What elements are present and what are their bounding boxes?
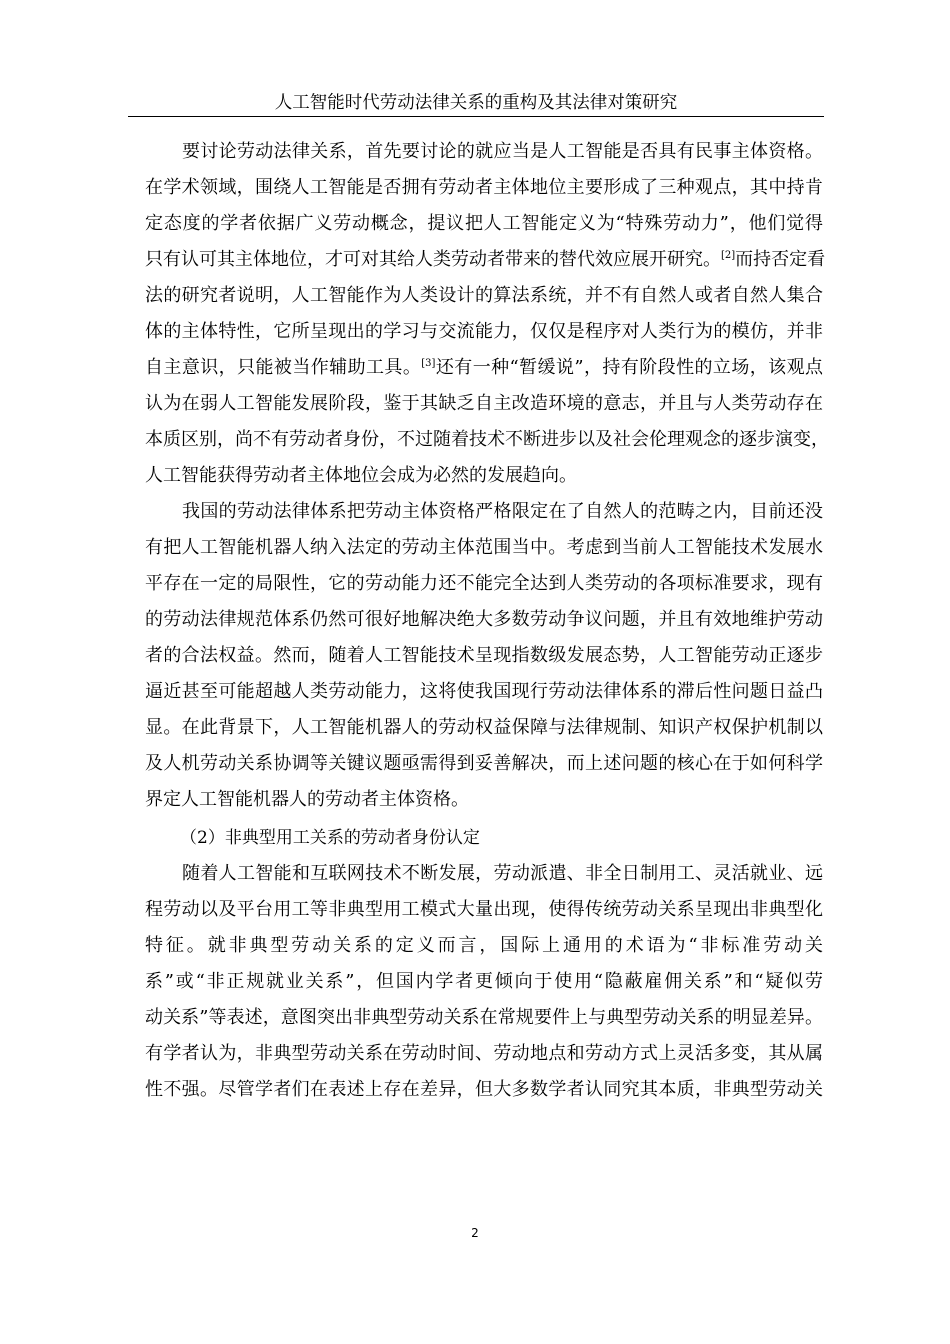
text-line-with-citation: [145, 248, 826, 272]
text-line: 程劳动以及平台用工等非典型用工模式大量出现，使得传统劳动关系呈现出非典型化: [145, 899, 823, 920]
text-line: 显。在此背景下，人工智能机器人的劳动权益保障与法律规制、知识产权保护机制以: [145, 717, 823, 738]
text-line: 法的研究者说明，人工智能作为人类设计的算法系统，并不有自然人或者自然人集合: [145, 285, 823, 306]
section-subheading: （2）非典型用工关系的劳动者身份认定: [180, 828, 480, 848]
citation-ref-3: [3]: [421, 358, 436, 369]
text-line: 的劳动法律规范体系仍然可很好地解决绝大多数劳动争议问题，并且有效地维护劳动: [145, 609, 823, 630]
text-line: 者的合法权益。然而，随着人工智能技术呈现指数级发展态势，人工智能劳动正逐步: [145, 645, 823, 666]
text-line: 及人机劳动关系协调等关键议题亟需得到妥善解决，而上述问题的核心在于如何科学: [145, 753, 823, 774]
text-line: 逼近甚至可能超越人类劳动能力，这将使我国现行劳动法律体系的滞后性问题日益凸: [145, 681, 823, 702]
text-line: 系”或“非正规就业关系”，但国内学者更倾向于使用“隐蔽雇佣关系”和“疑似劳: [145, 971, 823, 992]
text-segment: 只有认可其主体地位，才可对其给人类劳动者带来的替代效应展开研究。: [145, 249, 721, 270]
text-line: 特征。就非典型劳动关系的定义而言，国际上通用的术语为“非标准劳动关: [145, 935, 823, 956]
text-line: 有把人工智能机器人纳入法定的劳动主体范围当中。考虑到当前人工智能技术发展水: [145, 537, 823, 558]
citation-ref-2: [2]: [721, 250, 736, 261]
text-line: 有学者认为，非典型劳动关系在劳动时间、劳动地点和劳动方式上灵活多变，其从属: [145, 1043, 823, 1064]
text-line: 在学术领域，围绕人工智能是否拥有劳动者主体地位主要形成了三种观点，其中持肯: [145, 177, 823, 198]
text-line: 我国的劳动法律体系把劳动主体资格严格限定在了自然人的范畴之内，目前还没: [182, 501, 823, 522]
running-header: 人工智能时代劳动法律关系的重构及其法律对策研究: [274, 93, 678, 113]
text-line-with-citation: [145, 356, 823, 380]
text-line: 体的主体特性，它所呈现出的学习与交流能力，仅仅是程序对人类行为的模仿，并非: [145, 321, 823, 342]
text-line: 动关系”等表述，意图突出非典型劳动关系在常规要件上与典型劳动关系的明显差异。: [145, 1007, 823, 1028]
header-rule: [128, 116, 824, 117]
text-line: 要讨论劳动法律关系，首先要讨论的就应当是人工智能是否具有民事主体资格。: [182, 141, 823, 162]
text-line: 定态度的学者依据广义劳动概念，提议把人工智能定义为“特殊劳动力”，他们觉得: [145, 213, 823, 234]
page-number: 2: [471, 1226, 479, 1240]
text-segment: 而持否定看: [735, 249, 826, 270]
text-line: 平存在一定的局限性，它的劳动能力还不能完全达到人类劳动的各项标准要求，现有: [145, 573, 823, 594]
text-line: 界定人工智能机器人的劳动者主体资格。: [145, 789, 469, 810]
text-segment: 还有一种“暂缓说”，持有阶段性的立场，该观点: [435, 357, 824, 378]
text-line: 性不强。尽管学者们在表述上存在差异，但大多数学者认同究其本质，非典型劳动关: [145, 1079, 823, 1100]
text-line: 本质区别，尚不有劳动者身份，不过随着技术不断进步以及社会伦理观念的逐步演变，: [145, 429, 829, 450]
text-segment: 自主意识，只能被当作辅助工具。: [145, 357, 422, 378]
text-line: 随着人工智能和互联网技术不断发展，劳动派遣、非全日制用工、灵活就业、远: [182, 863, 823, 884]
text-line: 认为在弱人工智能发展阶段，鉴于其缺乏自主改造环境的意志，并且与人类劳动存在: [145, 393, 823, 414]
text-line: 人工智能获得劳动者主体地位会成为必然的发展趋向。: [145, 465, 577, 486]
